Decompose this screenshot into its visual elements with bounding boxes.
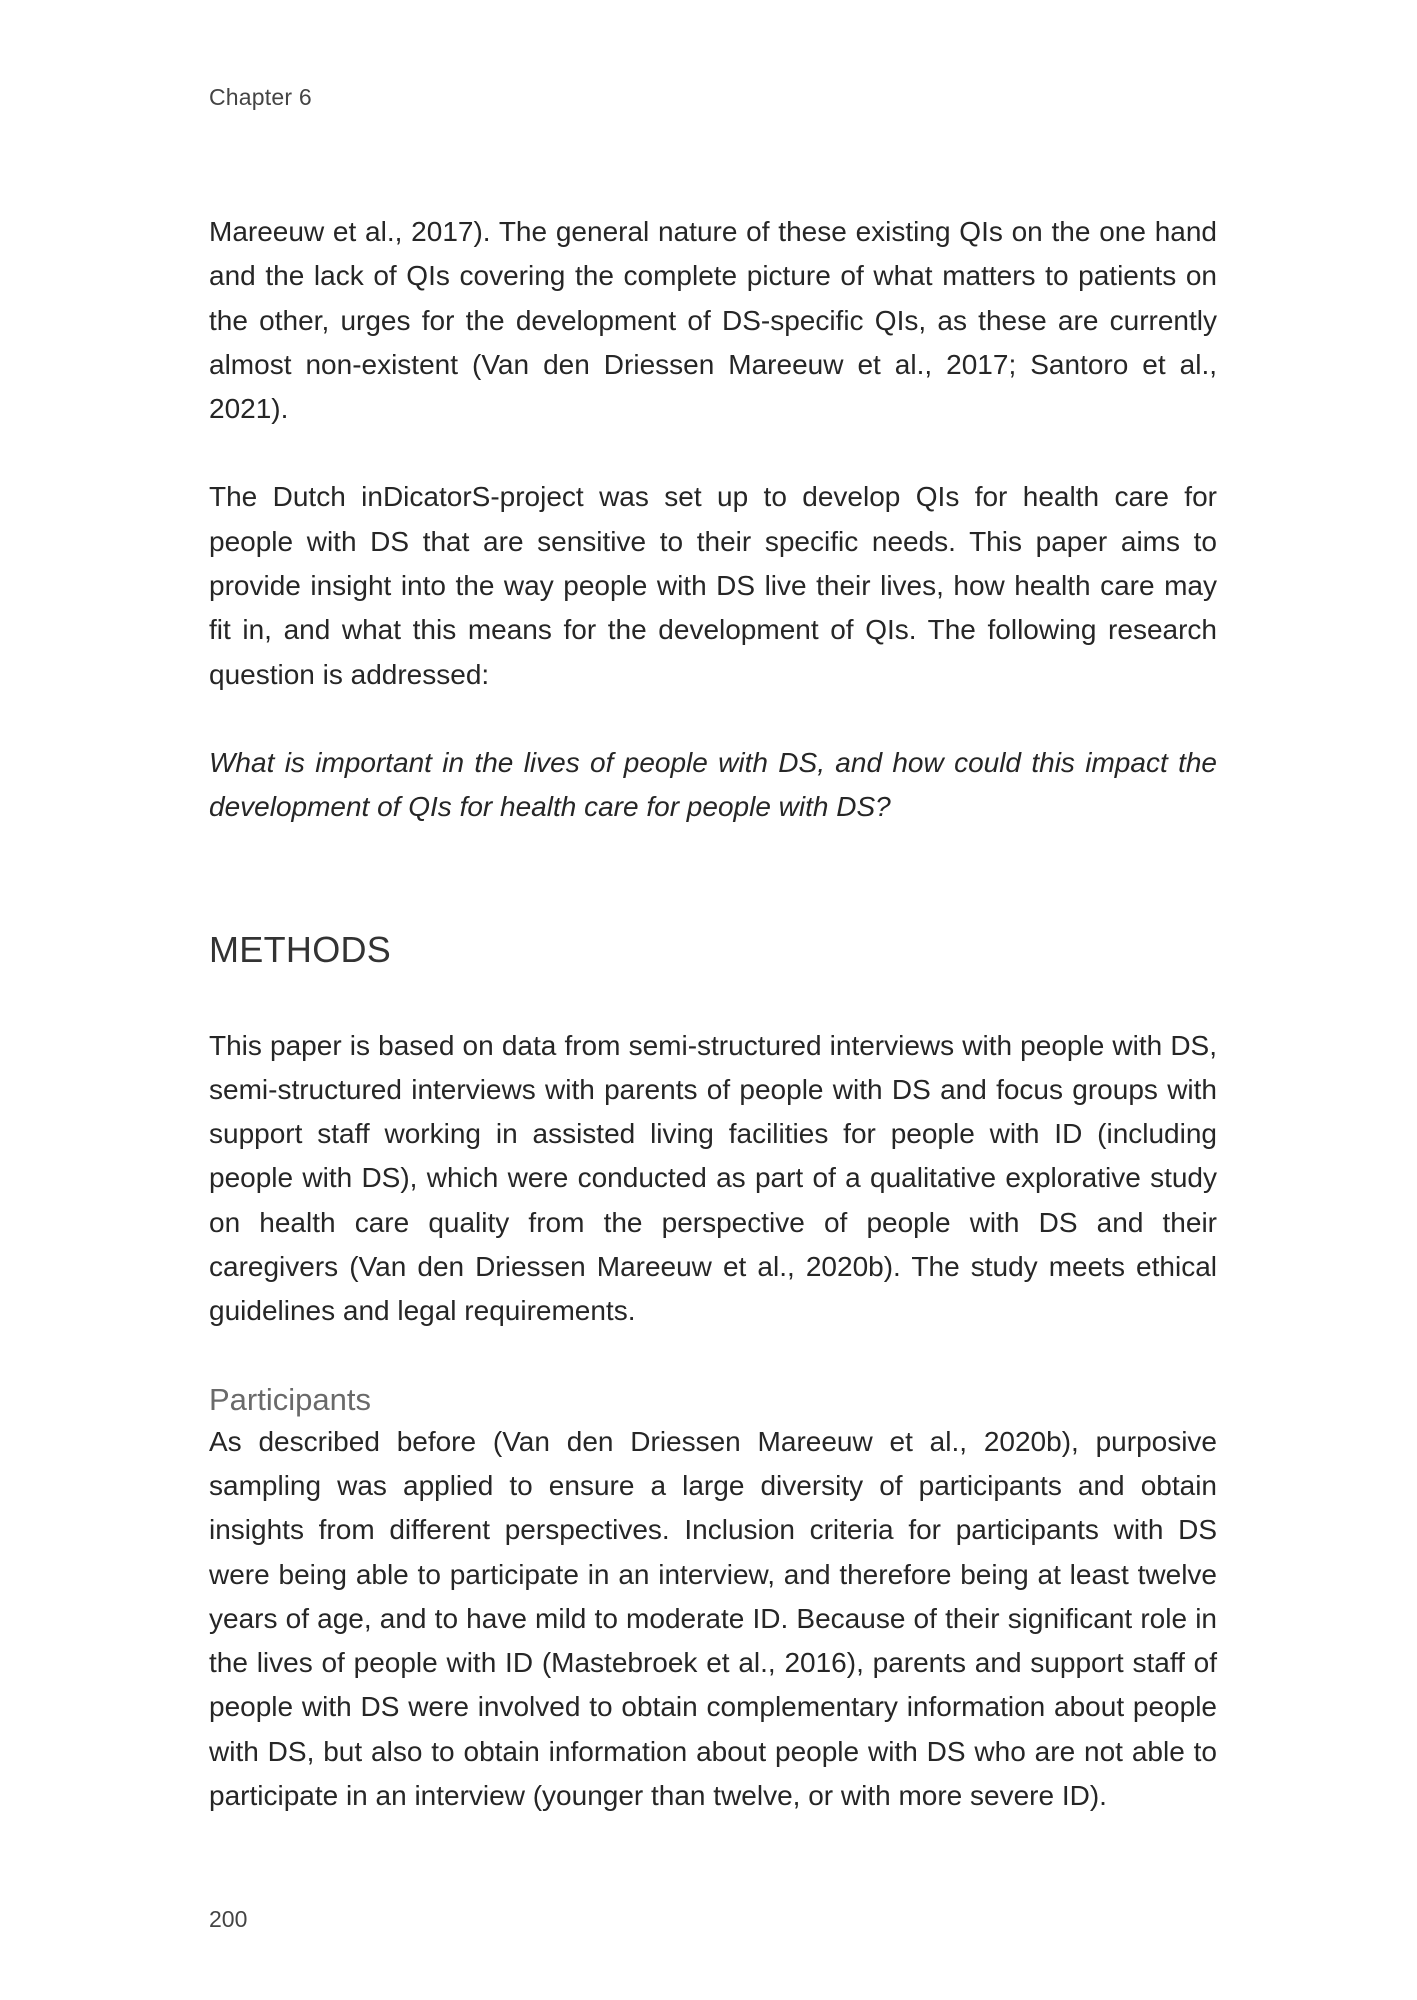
subsection-heading-participants: Participants [209,1381,371,1417]
body-text [209,210,1217,1818]
paragraph-methods: This paper is based on data from semi-structured interviews with people with DS, semi-structured interviews with parents of people with DS and focus groups with support staff working in assisted living facilities for people with ID (including people with DS), which were conducted as part of a qualitative explorative study on health care quality from the perspective of people with DS and their caregivers (Van den Driessen Mareeuw et al., 2020b). The study meets ethical guidelines and legal requirements. [209,1029,1217,1327]
research-question: What is important in the lives of people with DS, and how could this impact the development of QIs for health care for people with DS? [209,746,1217,823]
paragraph-project-aim: The Dutch inDicatorS-project was set up to develop QIs for health care for people with DS that are sensitive to their specific needs. This paper aims to provide insight into the way people with DS live their lives, how health care may fit in, and what this means for the development of QIs. The following research question is addressed: [209,481,1217,690]
paragraph-intro-continuation: Mareeuw et al., 2017). The general nature of these existing QIs on the one hand and the lack of QIs covering the complete picture of what matters to patients on the other, urges for the development of DS-specific QIs, as these are currently almost non-existent (Van den Driessen Mareeuw et al., 2017; Santoro et al., 2021). [209,216,1217,425]
running-header: Chapter 6 [209,84,312,110]
paragraph-participants: As described before (Van den Driessen Mareeuw et al., 2020b), purposive sampling was applied to ensure a large diversity of participants and obtain insights from different perspectives. Inclusion criteria for participants with DS were being able to participate in an interview, and therefore being at least twelve years of age, and to have mild to moderate ID. Because of their significant role in the lives of people with ID (Mastebroek et al., 2016), parents and support staff of people with DS were involved to obtain complementary information about people with DS, but also to obtain information about people with DS who are not able to participate in an interview (younger than twelve, or with more severe ID). [209,1425,1217,1812]
section-heading-methods: METHODS [209,928,392,970]
page-number: 200 [209,1906,248,1932]
